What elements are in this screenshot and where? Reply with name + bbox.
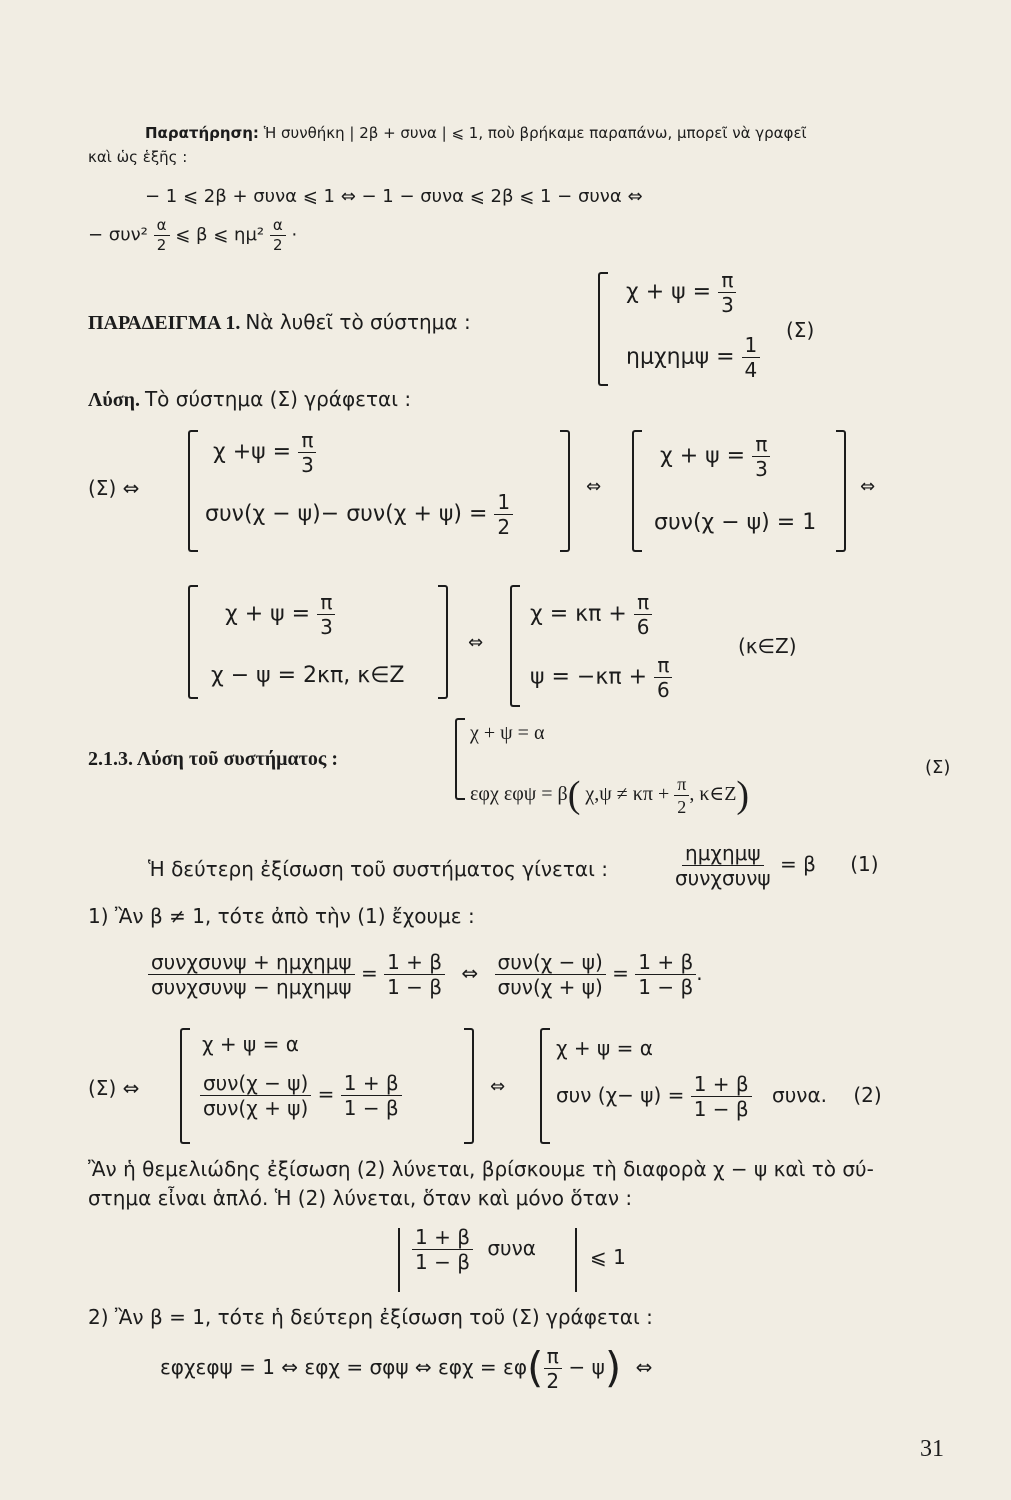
abs-bar-left	[398, 1228, 400, 1292]
example-sigma: (Σ)	[786, 318, 815, 342]
remark-text: Ἡ συνθήκη | 2β + συνα | ⩽ 1, ποὺ βρήκαμε παραπάνω, μπορεῖ νὰ γραφεῖ	[263, 124, 807, 142]
row1-sys2-eq2: συν(χ − ψ) = 1	[654, 510, 817, 535]
row1-sys1-eq2: συν(χ − ψ)− συν(χ + ψ) = $\frac{1}{2}$	[205, 492, 513, 537]
row2-sys2-eq1: χ = κπ + $\frac{\pi}{6}$	[530, 592, 653, 637]
page-number: 31	[920, 1436, 944, 1462]
case1-sys1-eq2: $\frac{\text{συν(χ − ψ)}}{\text{συν(χ + ψ)}}$ = $\frac{1 + \beta}{1 - \beta}$	[200, 1073, 402, 1118]
case1-sys1-eq1: χ + ψ = α	[202, 1032, 299, 1056]
example-text: Νὰ λυθεῖ τὸ σύστημα :	[245, 310, 471, 334]
row2-sys2-eq2: ψ = −κπ + $\frac{\pi}{6}$	[530, 655, 673, 700]
row1-sys1-right-bracket	[560, 430, 570, 552]
row2-sys1-brace	[188, 585, 198, 699]
case1-sigma-label: (Σ) ⇔	[88, 1076, 140, 1100]
case2-equation: εφχεφψ = 1 ⇔ εφχ = σφψ ⇔ εφχ = εφ( $\frac{\pi}{2}$ − ψ) ⇔	[160, 1343, 653, 1393]
solution-text: Τὸ σύστημα (Σ) γράφεται :	[144, 387, 412, 411]
abs-bar-right	[575, 1228, 577, 1292]
row1-sys2-eq1: χ + ψ = $\frac{\pi}{3}$	[660, 434, 771, 479]
sigma-label: (Σ) ⇔	[88, 476, 140, 500]
section-title: 2.1.3. Λύση τοῦ συστήματος :	[88, 748, 338, 770]
case1-sys2-eq1: χ + ψ = α	[556, 1036, 653, 1060]
remark-line-2: καὶ ὡς ἑξῆς :	[88, 148, 188, 166]
section-sigma: (Σ)	[925, 757, 951, 778]
case1-sys2-brace	[540, 1028, 550, 1144]
case1-sys2-eq2: συν (χ− ψ) = $\frac{1 + \beta}{1 - \beta}$ συνα. (2)	[556, 1072, 882, 1121]
solution-label: Λύση.	[88, 389, 140, 411]
row2-sys2-brace	[510, 585, 520, 707]
row2-sys1-right-bracket	[438, 585, 448, 699]
row2-sys1-eq2: χ − ψ = 2κπ, κ∈Z	[211, 663, 405, 688]
remark-line-1	[145, 124, 807, 142]
remark-label: Παρατήρηση:	[145, 124, 259, 142]
case1-equation: $\frac{\text{συνχσυνψ + ημχημψ}}{\text{συνχσυνψ − ημχημψ}}$ = $\frac{1 + \beta}{1 - \beta}$ ⇔ $\frac{\text{συν(χ − ψ)}}{\text{συν(χ + ψ)}}$ = $\frac{1 + \beta}{1 - \beta}$ .	[148, 952, 703, 997]
kz-label: (κ∈Z)	[738, 634, 797, 658]
paragraph-line-1: Ἂν ἡ θεμελιώδης ἐξίσωση (2) λύνεται, βρίσκουμε τὴ διαφορὰ χ − ψ καὶ τὸ σύ-	[88, 1157, 874, 1181]
iff-1: ⇔	[586, 476, 602, 497]
section-brace	[455, 718, 465, 800]
section-eq-2: εφχ εφψ = β( χ,ψ ≠ κπ + $\frac{\pi}{2}$ , κ∈Z)	[470, 773, 750, 817]
case2-text: 2) Ἂν β = 1, τότε ἡ δεύτερη ἐξίσωση τοῦ (Σ) γράφεται :	[88, 1305, 653, 1329]
row1-left-brace	[188, 430, 198, 552]
example-heading	[88, 310, 471, 335]
case1-sys1-brace	[180, 1028, 190, 1144]
iff-2: ⇔	[860, 476, 876, 497]
row1-sys2-brace	[632, 430, 642, 552]
example-eq-2: ημχημψ = $\frac{1}{4}$	[626, 335, 760, 380]
row1-sys2-right-bracket	[836, 430, 846, 552]
second-eq-fraction: $\frac{\text{ημχημψ}}{\text{συνχσυνψ}}$ = β (1)	[675, 841, 879, 890]
abs-expression: $\frac{1 + \beta}{1 - \beta}$ συνα	[412, 1227, 536, 1272]
case1-text: 1) Ἂν β ≠ 1, τότε ἀπὸ τὴν (1) ἔχουμε :	[88, 904, 475, 928]
remark-equation-1: − 1 ⩽ 2β + συνα ⩽ 1 ⇔ − 1 − συνα ⩽ 2β ⩽ 1 − συνα ⇔	[145, 186, 643, 207]
iff-4: ⇔	[490, 1076, 506, 1097]
section-eq-1: χ + ψ = α	[470, 722, 545, 744]
iff-3: ⇔	[468, 632, 484, 653]
example-eq-1: χ + ψ = $\frac{\pi}{3}$	[626, 270, 737, 315]
abs-inequality: ⩽ 1	[590, 1245, 626, 1269]
example-system-brace	[598, 272, 608, 386]
case1-sys1-right-bracket	[464, 1028, 474, 1144]
second-eq-text: Ἡ δεύτερη ἐξίσωση τοῦ συστήματος γίνεται :	[148, 857, 608, 881]
remark-equation-2: − συν² $\frac{\alpha}{2}$ ⩽ β ⩽ ημ² $\frac{\alpha}{2}$ ·	[88, 216, 298, 254]
example-title: ΠΑΡΑΔΕΙΓΜΑ 1.	[88, 312, 241, 334]
solution-line	[88, 387, 411, 412]
row2-sys1-eq1: χ + ψ = $\frac{\pi}{3}$	[225, 592, 336, 637]
paragraph-line-2: στημα εἶναι ἁπλό. Ἡ (2) λύνεται, ὅταν καὶ μόνο ὅταν :	[88, 1186, 633, 1210]
row1-sys1-eq1: χ +ψ = $\frac{\pi}{3}$	[213, 430, 317, 475]
